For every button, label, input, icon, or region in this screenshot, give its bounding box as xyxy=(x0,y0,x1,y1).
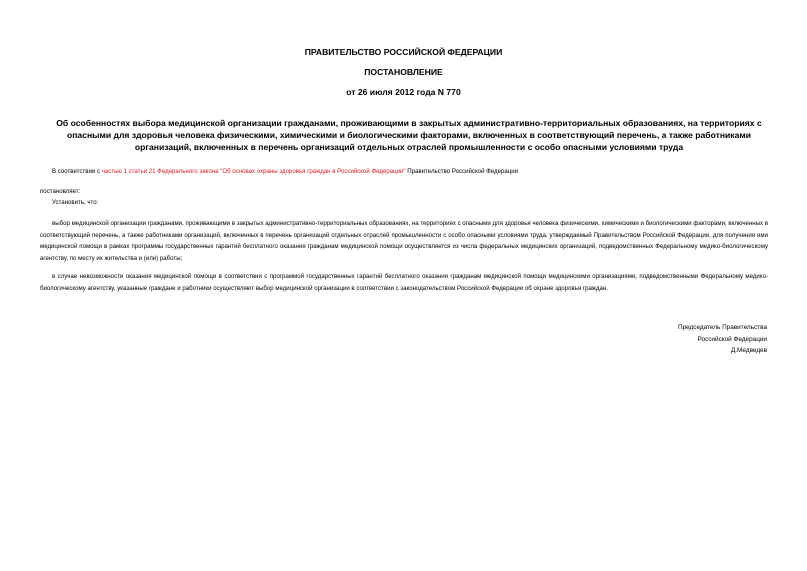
decrees-label: постановляет: xyxy=(40,188,81,195)
government-heading: ПРАВИТЕЛЬСТВО РОССИЙСКОЙ ФЕДЕРАЦИИ xyxy=(304,47,503,57)
decree-heading: ПОСТАНОВЛЕНИЕ xyxy=(364,67,443,77)
law-link[interactable]: частью 1 статьи 21 Федерального закона "Об основах охраны здоровья граждан в Российской Федерации" xyxy=(101,168,406,175)
paragraph-2: в случае невозможности оказания медицинской помощи в соответствии с программой государственных гарантий бесплатного оказания гражданам медицинской помощи медицинскими организациями, подведомственными Федеральному медико-биологическому агентству, указанные граждане и работники осуществляют выбор медицинской организации в соответствии с законодательством Российской Федерации об охране здоровья граждан. xyxy=(40,273,768,292)
establish-label: Установить, что: xyxy=(52,199,99,206)
intro-suffix: Правительство Российской Федерации xyxy=(405,168,519,175)
signature-position: Председатель Правительства xyxy=(678,324,767,331)
decree-date: от 26 июля 2012 года N 770 xyxy=(346,87,461,97)
paragraph-1: выбор медицинской организации гражданами, проживающими в закрытых административно-территориальных образованиях, на территориях с опасными для здоровья человека физическими, химическими и биологическими факторами, включенных в соответствующий перечень, а также работниками организаций, включенных в перечень организаций отдельных отраслей промышленности с особо опасными условиями труда, утверждаемый Правительством Российской Федерации, для получения ими медицинской помощи в рамках программы государственных гарантий бесплатного оказания гражданам медицинской помощи осуществляется из числа федеральных медицинских организаций, подведомственных Федеральному медико-биологическому агентству, по месту их жительства и (или) работы; xyxy=(40,220,768,262)
intro-prefix: В соответствии с xyxy=(52,168,102,175)
decree-title: Об особенностях выбора медицинской организации гражданами, проживающими в закрытых административно-территориальных образованиях, на территориях с опасными для здоровья человека физическими, химическими и биологическими факторами, включенных в соответствующий перечень, а также работниками организаций, включенных в перечень организаций отдельных отраслей промышленности с особо опасными условиями труда xyxy=(56,118,762,152)
signature-org: Российской Федерации xyxy=(697,335,767,343)
signature-block xyxy=(678,322,767,357)
intro-paragraph xyxy=(52,166,768,178)
signature-name: Д.Медведев xyxy=(730,347,767,354)
